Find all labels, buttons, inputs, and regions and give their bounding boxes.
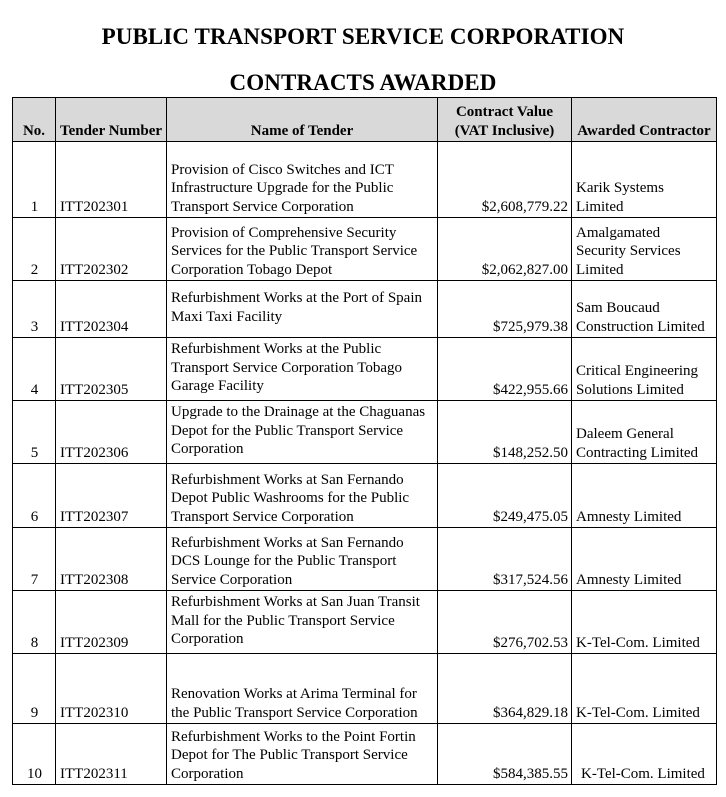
table-row: [13, 654, 717, 724]
row-number: 9: [13, 654, 56, 724]
tender-number: ITT202301: [56, 142, 167, 218]
row-number: 1: [13, 142, 56, 218]
awarded-contractor: K-Tel-Com. Limited: [572, 591, 717, 654]
table-row: [13, 218, 717, 281]
contract-value: $2,608,779.22: [438, 142, 572, 218]
table-row: [13, 464, 717, 528]
table-row: [13, 591, 717, 654]
tender-name: Provision of Cisco Switches and ICT Infrastructure Upgrade for the Public Transport Service Corporation: [167, 142, 438, 218]
awarded-contractor: Amalgamated Security Services Limited: [572, 218, 717, 281]
tender-number: ITT202305: [56, 338, 167, 401]
contract-value: $148,252.50: [438, 401, 572, 464]
table-row: [13, 281, 717, 338]
tender-number: ITT202311: [56, 724, 167, 785]
awarded-contractor: Karik Systems Limited: [572, 142, 717, 218]
awarded-contractor: Amnesty Limited: [572, 528, 717, 591]
awarded-contractor: K-Tel-Com. Limited: [572, 654, 717, 724]
row-number: 2: [13, 218, 56, 281]
row-number: 10: [13, 724, 56, 785]
row-number: 3: [13, 281, 56, 338]
awarded-contractor: Daleem General Contracting Limited: [572, 401, 717, 464]
tender-number: ITT202310: [56, 654, 167, 724]
table-row: [13, 142, 717, 218]
tender-number: ITT202304: [56, 281, 167, 338]
row-number: 5: [13, 401, 56, 464]
page-subtitle: CONTRACTS AWARDED: [229, 70, 497, 95]
contract-value: $364,829.18: [438, 654, 572, 724]
tender-name: Upgrade to the Drainage at the Chaguanas Depot for the Public Transport Service Corporation: [167, 401, 438, 464]
tender-number: ITT202306: [56, 401, 167, 464]
awarded-contractor: Sam Boucaud Construction Limited: [572, 281, 717, 338]
column-header-value: Contract Value (VAT Inclusive): [438, 98, 572, 142]
awarded-contractor: Critical Engineering Solutions Limited: [572, 338, 717, 401]
contract-value: $584,385.55: [438, 724, 572, 785]
table-row: [13, 401, 717, 464]
tender-name: Renovation Works at Arima Terminal for the Public Transport Service Corporation: [167, 654, 438, 724]
tender-name: Refurbishment Works at San Juan Transit Mall for the Public Transport Service Corporation: [167, 591, 438, 654]
column-header-contractor: Awarded Contractor: [572, 98, 717, 142]
table-header-row: [13, 98, 717, 142]
column-header-no: No.: [13, 98, 56, 142]
awarded-contractor: K-Tel-Com. Limited: [572, 724, 717, 785]
tender-name: Refurbishment Works at San Fernando Depot Public Washrooms for the Public Transport Service Corporation: [167, 464, 438, 528]
column-header-name: Name of Tender: [167, 98, 438, 142]
contract-value: $317,524.56: [438, 528, 572, 591]
table-row: [13, 338, 717, 401]
row-number: 7: [13, 528, 56, 591]
contract-value: $422,955.66: [438, 338, 572, 401]
contracts-table: [12, 97, 717, 785]
tender-name: Refurbishment Works to the Point Fortin Depot for The Public Transport Service Corporation: [167, 724, 438, 785]
contract-value: $2,062,827.00: [438, 218, 572, 281]
column-header-tender-number: Tender Number: [56, 98, 167, 142]
page-title: PUBLIC TRANSPORT SERVICE CORPORATION: [101, 24, 625, 49]
tender-name: Provision of Comprehensive Security Services for the Public Transport Service Corporation Tobago Depot: [167, 218, 438, 281]
contract-value: $249,475.05: [438, 464, 572, 528]
row-number: 4: [13, 338, 56, 401]
table-row: [13, 724, 717, 785]
row-number: 8: [13, 591, 56, 654]
table-row: [13, 528, 717, 591]
tender-name: Refurbishment Works at San Fernando DCS Lounge for the Public Transport Service Corporation: [167, 528, 438, 591]
tender-name: Refurbishment Works at the Public Transport Service Corporation Tobago Garage Facility: [167, 338, 438, 401]
tender-number: ITT202308: [56, 528, 167, 591]
tender-number: ITT202309: [56, 591, 167, 654]
tender-number: ITT202307: [56, 464, 167, 528]
awarded-contractor: Amnesty Limited: [572, 464, 717, 528]
contract-value: $276,702.53: [438, 591, 572, 654]
tender-name: Refurbishment Works at the Port of Spain Maxi Taxi Facility: [167, 281, 438, 338]
contract-value: $725,979.38: [438, 281, 572, 338]
row-number: 6: [13, 464, 56, 528]
tender-number: ITT202302: [56, 218, 167, 281]
